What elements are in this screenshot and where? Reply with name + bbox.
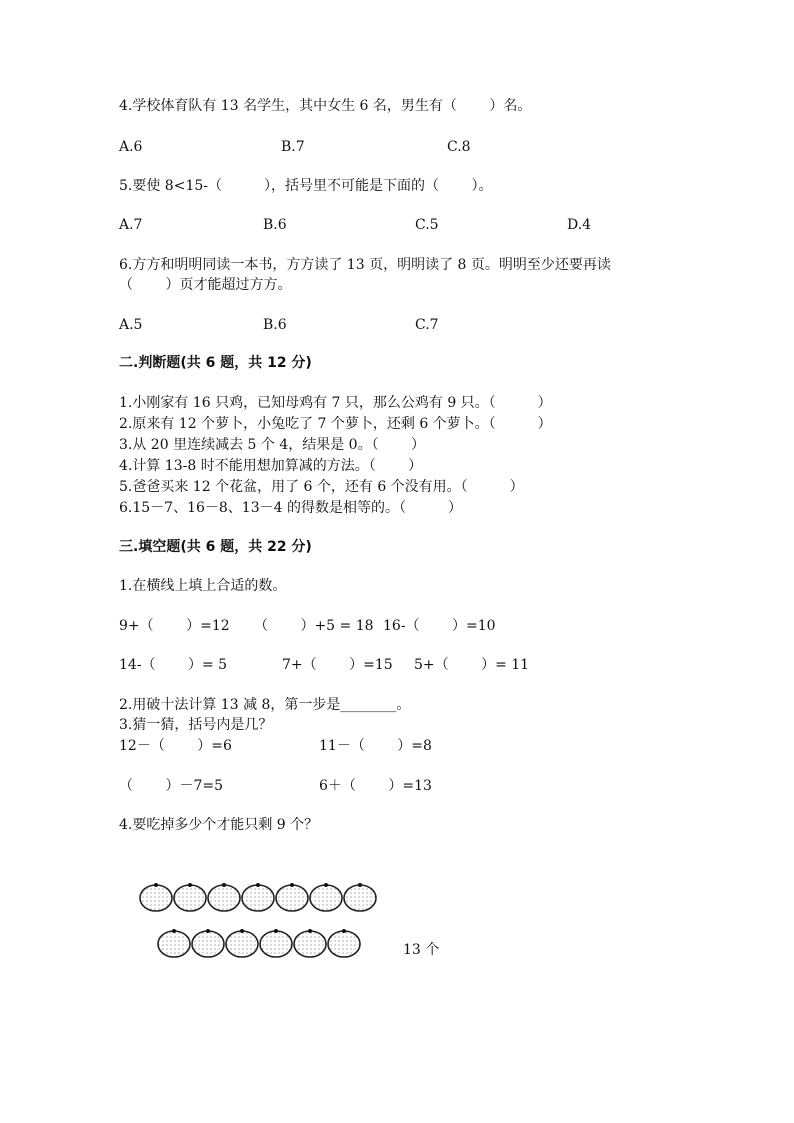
fill-q4-stem: 4.要吃掉多少个才能只剩 9 个？ [119, 817, 319, 833]
fruit-icon [294, 929, 326, 957]
q5-option-d: D.4 [567, 217, 592, 233]
judge-item-3: 3.从 20 里连续减去 5 个 4，结果是 0。（ ） [119, 437, 426, 453]
fill-q3-eq-1: 12－（ ）=6 [119, 738, 232, 754]
judge-item-4: 4.计算 13-8 时不能用想加算减的方法。（ ） [119, 458, 423, 474]
q6-option-b: B.6 [263, 317, 287, 333]
fill-q2-stem: 2.用破十法计算 13 减 8，第一步是________。 [119, 697, 411, 713]
section-3-heading: 三.填空题(共 6 题，共 22 分) [119, 539, 312, 555]
judge-item-6: 6.15－7、16－8、13－4 的得数是相等的。（ ） [119, 500, 462, 516]
fruit-icon [226, 929, 258, 957]
fruit-row-top [140, 883, 376, 911]
fill-q1-eq-3: 16-（ ）=10 [383, 618, 496, 634]
fill-q1-eq-2: （ ）+5 = 18 [254, 618, 374, 634]
fill-q3-eq-4: 6＋（ ）=13 [319, 778, 432, 794]
fill-q3-eq-2: 11－（ ）=8 [319, 738, 432, 754]
fill-q1-eq-5: 7+（ ）=15 [282, 657, 393, 673]
fill-q1-stem: 1.在横线上填上合适的数。 [119, 578, 287, 594]
fill-q3-stem: 3.猜一猜，括号内是几？ [119, 717, 273, 733]
fruit-icon [310, 883, 342, 911]
fruit-icon [276, 883, 308, 911]
fruit-icon [158, 929, 190, 957]
fruit-icon [208, 883, 240, 911]
fruit-icon [174, 883, 206, 911]
judge-item-2: 2.原来有 12 个萝卜，小兔吃了 7 个萝卜，还剩 6 个萝卜。（ ） [119, 416, 552, 432]
q5-option-c: C.5 [415, 217, 439, 233]
q4-option-b: B.7 [281, 139, 305, 155]
question-6-stem-line1: 6.方方和明明同读一本书，方方读了 13 页，明明读了 8 页。明明至少还要再读 [119, 257, 611, 273]
q4-option-c: C.8 [447, 139, 471, 155]
fruit-icon [242, 883, 274, 911]
q5-option-a: A.7 [119, 217, 143, 233]
fruit-row-bottom [158, 929, 360, 957]
judge-item-5: 5.爸爸买来 12 个花盆，用了 6 个，还有 6 个没有用。（ ） [119, 479, 524, 495]
fruit-icon [260, 929, 292, 957]
fruit-icon [192, 929, 224, 957]
fruit-icon [140, 883, 172, 911]
fill-q1-eq-1: 9+（ ）=12 [119, 618, 230, 634]
total-count-label: 13 个 [403, 942, 440, 958]
fruit-icon [344, 883, 376, 911]
section-2-heading: 二.判断题(共 6 题，共 12 分) [119, 355, 312, 371]
question-5-stem: 5.要使 8<15-（ ），括号里不可能是下面的（ ）。 [119, 178, 493, 194]
question-6-stem-line2: （ ）页才能超过方方。 [119, 277, 292, 293]
q6-option-a: A.5 [119, 317, 143, 333]
judge-item-1: 1.小刚家有 16 只鸡，已知母鸡有 7 只，那么公鸡有 9 只。（ ） [119, 395, 552, 411]
fill-q3-eq-3: （ ）－7=5 [119, 778, 223, 794]
fill-q1-eq-4: 14-（ ）= 5 [119, 657, 228, 673]
q5-option-b: B.6 [263, 217, 287, 233]
q4-option-a: A.6 [119, 139, 143, 155]
q6-option-c: C.7 [415, 317, 439, 333]
fruit-illustration [130, 876, 390, 966]
fill-q1-eq-6: 5+（ ）= 11 [414, 657, 530, 673]
fruit-icon [328, 929, 360, 957]
question-4-stem: 4.学校体育队有 13 名学生，其中女生 6 名，男生有（ ）名。 [119, 98, 532, 114]
